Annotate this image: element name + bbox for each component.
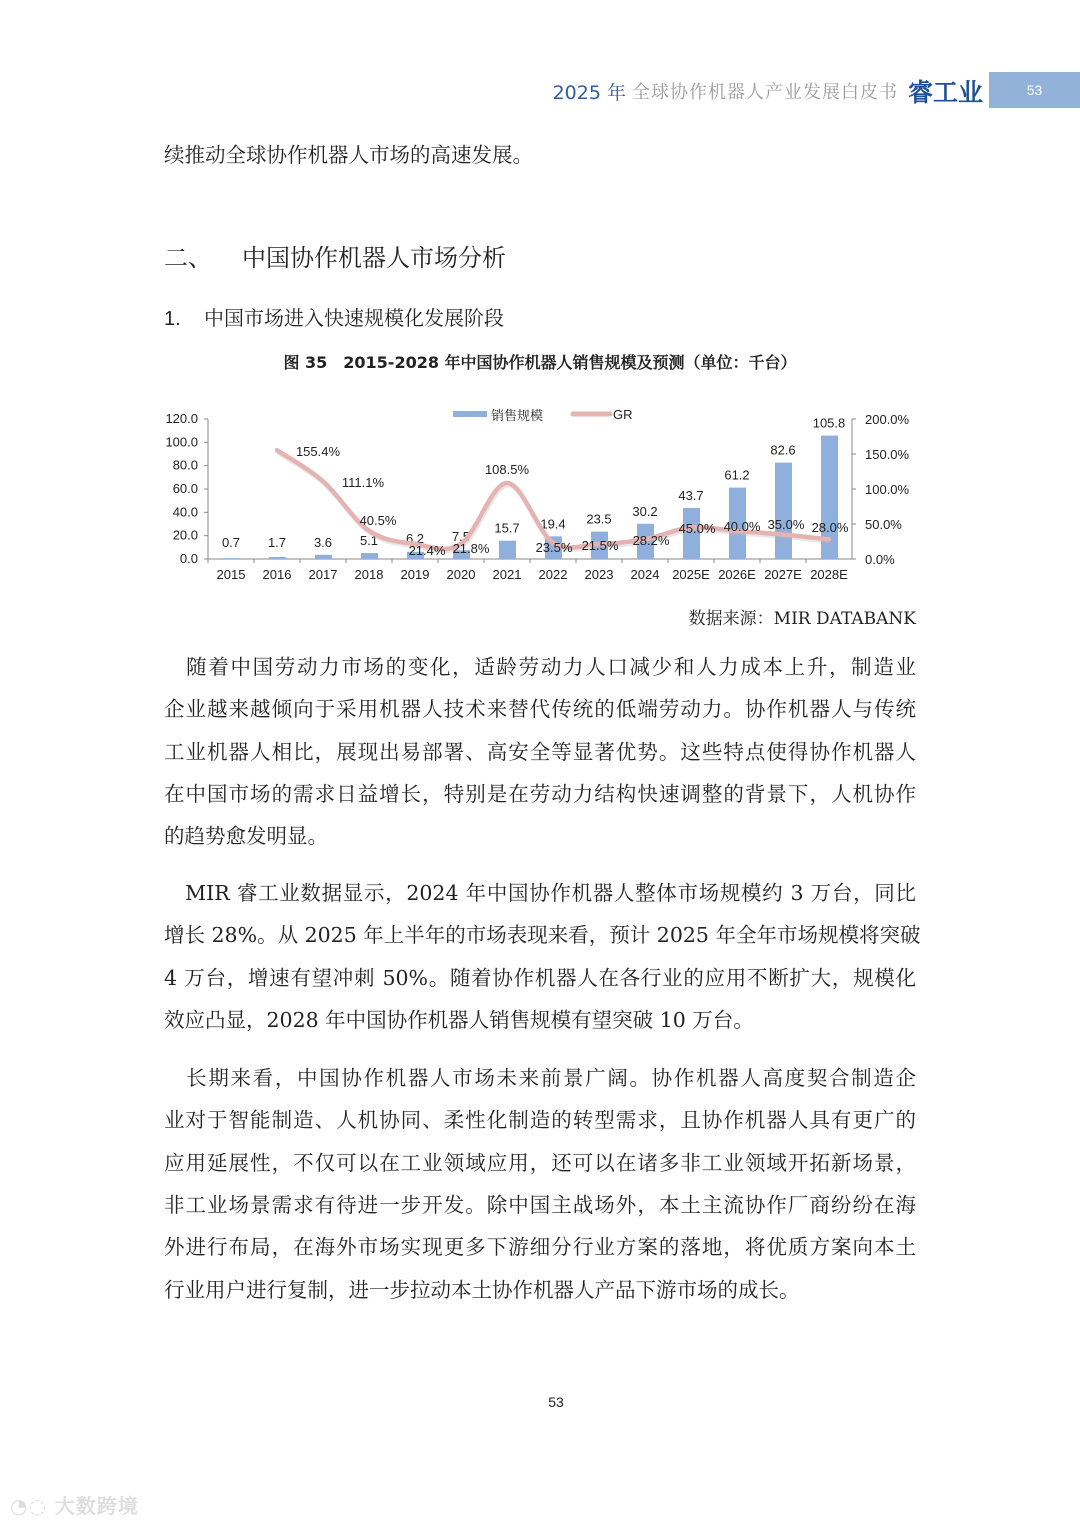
right-tick-label: 100.0% xyxy=(865,482,910,497)
bar-value-label: 1.7 xyxy=(267,535,287,550)
gr-value-label: 108.5% xyxy=(484,462,530,477)
x-tick-label: 2026E xyxy=(718,567,756,582)
bar-2015 xyxy=(223,558,240,559)
x-tick-label: 2015 xyxy=(216,567,246,582)
bar-value-label: 23.5 xyxy=(586,511,612,527)
paragraph-line: 行业用户进行复制，进一步拉动本土协作机器人产品下游市场的成长。 xyxy=(164,1277,800,1302)
paragraph-line: MIR 睿工业数据显示，2024 年中国协作机器人整体市场规模约 3 万台，同比 xyxy=(164,881,916,905)
gr-value-label: 23.5% xyxy=(535,540,573,555)
paragraph-line: 应用延展性，不仅可以在工业领域应用，还可以在诸多非工业领域开拓新场景， xyxy=(164,1150,916,1175)
bar-value-label: 5.1 xyxy=(359,533,379,548)
bar-value-label: 6.2 xyxy=(405,531,425,546)
gr-value-label: 28.2% xyxy=(632,533,670,548)
x-tick-label: 2018 xyxy=(354,567,384,582)
left-tick-label: 0.0 xyxy=(179,551,198,566)
x-tick-label: 2022 xyxy=(538,567,568,582)
legend-bar-label: 销售规模 xyxy=(491,408,544,423)
gr-value-label: 155.4% xyxy=(295,444,341,459)
paragraph-line: 外进行布局，在海外市场实现更多下游细分行业方案的落地，将优质方案向本土 xyxy=(164,1235,916,1260)
bar-value-label: 3.6 xyxy=(313,534,333,550)
paragraph-line: 的趋势愈发明显。 xyxy=(164,824,328,849)
paragraph-line: 工业机器人相比，展现出易部署、高安全等显著优势。这些特点使得协作机器人 xyxy=(164,739,916,764)
paragraph-line: 随着中国劳动力市场的变化，适龄劳动力人口减少和人力成本上升，制造业 xyxy=(164,655,916,679)
x-tick-label: 2024 xyxy=(630,567,660,582)
x-tick-label: 2017 xyxy=(308,567,338,582)
bar-value-label: 61.2 xyxy=(724,467,750,483)
gr-value-label: 40.5% xyxy=(359,513,397,528)
watermark-logo: ◔◌ 大数跨境 xyxy=(10,1494,139,1518)
left-tick-label: 40.0 xyxy=(172,504,198,520)
gr-value-label: 40.0% xyxy=(723,519,761,534)
bar-2016 xyxy=(269,557,286,559)
bar-2017 xyxy=(315,555,332,559)
bar-value-label: 82.6 xyxy=(770,442,796,458)
gr-value-label: 21.5% xyxy=(581,538,619,553)
header-year: 2025 年 xyxy=(552,81,626,104)
bar-2018 xyxy=(361,553,378,559)
x-tick-label: 2025E xyxy=(672,567,710,582)
left-tick-label: 100.0 xyxy=(165,434,198,450)
right-tick-label: 200.0% xyxy=(865,412,910,427)
left-tick-label: 60.0 xyxy=(172,481,198,496)
bar-value-label: 0.7 xyxy=(221,535,241,550)
bar-value-label: 7.5 xyxy=(451,529,471,544)
subsection-title: 中国市场进入快速规模化发展阶段 xyxy=(204,306,504,330)
x-tick-label: 2016 xyxy=(262,567,292,582)
section-number: 二、 xyxy=(164,244,212,272)
intro-line: 续推动全球协作机器人市场的高速发展。 xyxy=(164,143,533,167)
x-tick-label: 2023 xyxy=(584,567,614,582)
paragraph-line: 企业越来越倾向于采用机器人技术来替代传统的低端劳动力。协作机器人与传统 xyxy=(164,697,916,722)
paragraph-line: 效应凸显，2028 年中国协作机器人销售规模有望突破 10 万台。 xyxy=(164,1007,754,1032)
left-tick-label: 120.0 xyxy=(165,411,198,426)
right-tick-label: 50.0% xyxy=(865,517,902,532)
legend-line-label: GR xyxy=(613,407,633,422)
left-tick-label: 80.0 xyxy=(172,457,198,473)
footer-page-number: 53 xyxy=(548,1394,564,1410)
paragraph-line: 业对于智能制造、人机协同、柔性化制造的转型需求，且协作机器人具有更广的 xyxy=(164,1108,916,1133)
paragraph-line: 在中国市场的需求日益增长，特别是在劳动力结构快速调整的背景下，人机协作 xyxy=(164,781,916,806)
bar-value-label: 105.8 xyxy=(812,415,846,431)
gr-value-label: 21.8% xyxy=(452,541,490,556)
gr-value-label: 28.0% xyxy=(811,520,849,535)
figure-caption: 图 35 2015-2028 年中国协作机器人销售规模及预测（单位：千台） xyxy=(283,353,797,372)
gr-value-label: 45.0% xyxy=(678,521,716,536)
data-source: 数据来源：MIR DATABANK xyxy=(688,609,916,629)
sales-chart xyxy=(0,0,1080,600)
header-title: 全球协作机器人产业发展白皮书 xyxy=(631,82,898,103)
right-tick-label: 0.0% xyxy=(865,552,895,567)
bar-value-label: 43.7 xyxy=(678,488,704,504)
x-tick-label: 2019 xyxy=(400,567,430,582)
bar-value-label: 19.4 xyxy=(540,516,566,532)
section-title: 中国协作机器人市场分析 xyxy=(242,244,506,272)
x-tick-label: 2028E xyxy=(810,567,848,582)
x-tick-label: 2027E xyxy=(764,567,802,582)
header-page-number: 53 xyxy=(989,72,1080,108)
subsection-number: 1. xyxy=(164,308,181,330)
gr-value-label: 21.4% xyxy=(408,543,446,558)
x-tick-label: 2021 xyxy=(492,567,522,582)
bar-value-label: 30.2 xyxy=(632,503,658,519)
x-tick-label: 2020 xyxy=(446,567,476,582)
gr-value-label: 35.0% xyxy=(767,517,805,532)
paragraph-line: 增长 28%。从 2025 年上半年的市场表现来看，预计 2025 年全年市场规模将突破 xyxy=(164,923,921,948)
right-tick-label: 150.0% xyxy=(865,447,910,462)
left-tick-label: 20.0 xyxy=(172,527,198,543)
bar-2027E xyxy=(775,463,792,559)
paragraph-line: 长期来看，中国协作机器人市场未来前景广阔。协作机器人高度契合制造企 xyxy=(164,1066,916,1090)
paragraph-line: 4 万台，增速有望冲刺 50%。随着协作机器人在各行业的应用不断扩大，规模化 xyxy=(164,965,916,990)
paragraph-line: 非工业场景需求有待进一步开发。除中国主战场外，本土主流协作厂商纷纷在海 xyxy=(164,1192,916,1217)
legend-bar-swatch xyxy=(453,411,487,417)
watermark-text: 大数跨境 xyxy=(54,1494,139,1518)
bar-2021 xyxy=(499,541,516,559)
header-brand-logo: 睿工业 xyxy=(907,78,983,107)
gr-value-label: 111.1% xyxy=(341,475,385,490)
bar-value-label: 15.7 xyxy=(494,520,520,536)
